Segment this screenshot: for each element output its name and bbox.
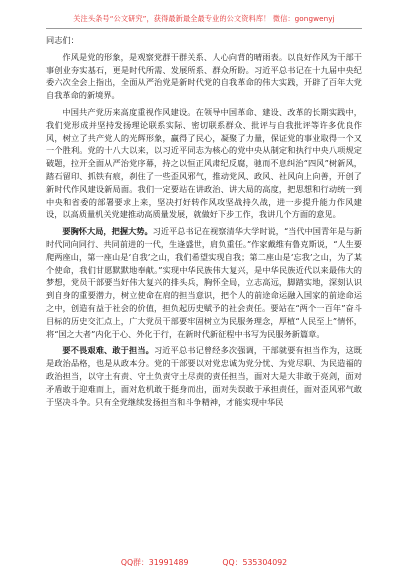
- paragraph-4-lead: 要不畏艰难、敢于担当。: [62, 345, 154, 356]
- footer-qq-group: QQ群：31991489: [120, 558, 189, 567]
- greeting: 同志们：: [46, 35, 79, 45]
- paragraph-3-lead: 要胸怀大局，把握大势。: [62, 226, 153, 237]
- paragraph-1: [46, 51, 362, 102]
- paragraph-4-text: 习近平总书记曾经多次强调，干部就要有担当作为，这既是政治品格，也是从政本分。党的干部要以对党忠诚为党分忧、为党尽职、为民造福的政治担当，以守土有责、守土负责守土尽责的责任担当，面对大是大非敢于亮剑，面对矛盾敢于迎难而上，面对危机敢于挺身而出，面对失误敢于承担责任，面对歪风邪气敢于坚决斗争。只有全党继续发扬担当和斗争精神，才能实现中华民: [46, 345, 362, 407]
- paragraph-2-text: 中国共产党历来高度重视作风建设。在领导中国革命、建设、改革的长期实践中，我们党形成并坚持发扬理论联系实际、密切联系群众、批评与自我批评等许多优良作风，树立了共产党人的光辉形象，赢得了民心，凝聚了力量，保证党的事业取得一个又一个胜利。党的十八大以来，以习近平同志为核心的党中央从制定和执行中央八项规定破题，拉开全面从严治党序幕，持之以恒正风肃纪反腐，驰而不息纠治“四风”树新风，踏石留印、抓铁有痕，刹住了一些歪风邪气，推动党风、政风、社风向上向善，开创了新时代作风建设新局面。我们一定要站在讲政治、讲大局的高度，把思想和行动统一到中央和省委的部署要求上来，坚决打好转作风攻坚战持久战，进一步提升能力作风建设，以高质量机关党建推动高质量发展，就做好下步工作，我讲几个方面的意见。: [46, 106, 362, 220]
- paragraph-1-text: 作风是党的形象，是观察党群干群关系、人心向背的晴雨表。以良好作风为干部干事创业夯实基石，更是时代所需、发展所系、群众所盼。习近平总书记在十九届中央纪委六次全会上指出，全面从严治党是新时代党的自我革命的伟大实践，开辟了百年大党自我革命的新境界。: [46, 51, 362, 101]
- footer-qq: QQ：535304092: [222, 558, 288, 567]
- header-divider: [46, 28, 362, 29]
- page-header: 关注头条号“公文研究”，获得最新最全最专业的公文资料库！ 微信：gongwenyj: [73, 14, 335, 23]
- document-body: [46, 34, 362, 412]
- paragraph-2: [46, 106, 362, 221]
- paragraph-4: [46, 344, 362, 408]
- paragraph-3: [46, 225, 362, 340]
- page-footer: [0, 557, 408, 568]
- paragraph-3-text: 习近平总书记在视察清华大学时说，“当代中国青年是与新时代同向同行、共同前进的一代，生逢盛世，肩负重任。”作家戴维有鲁克斯说，“人生要爬两座山，第一座山是‘自我’之山，我们希望实现自我；第二座山是‘忘我’之山，为了某个使命，我们甘愿默默地奉献。”实现中华民族伟大复兴，是中华民族近代以来最伟大的梦想，党员干部要当好伟大复兴的排头兵，胸怀全局，立志高远，脚踏实地，深刻认识到自身的重要潜力，树立使命在肩的担当意识，把个人的前途命运融入国家的前途命运之中，创造有益于社会的价值，担负起历史赋予的社会责任。要站在“两个一百年”奋斗目标的历史交汇点上，广大党员干部要牢固树立为民服务理念，厚植“人民至上”情怀，将“国之大者”内化于心、外化于行，在新时代新征程中书写为民服务新篇章。: [46, 226, 362, 339]
